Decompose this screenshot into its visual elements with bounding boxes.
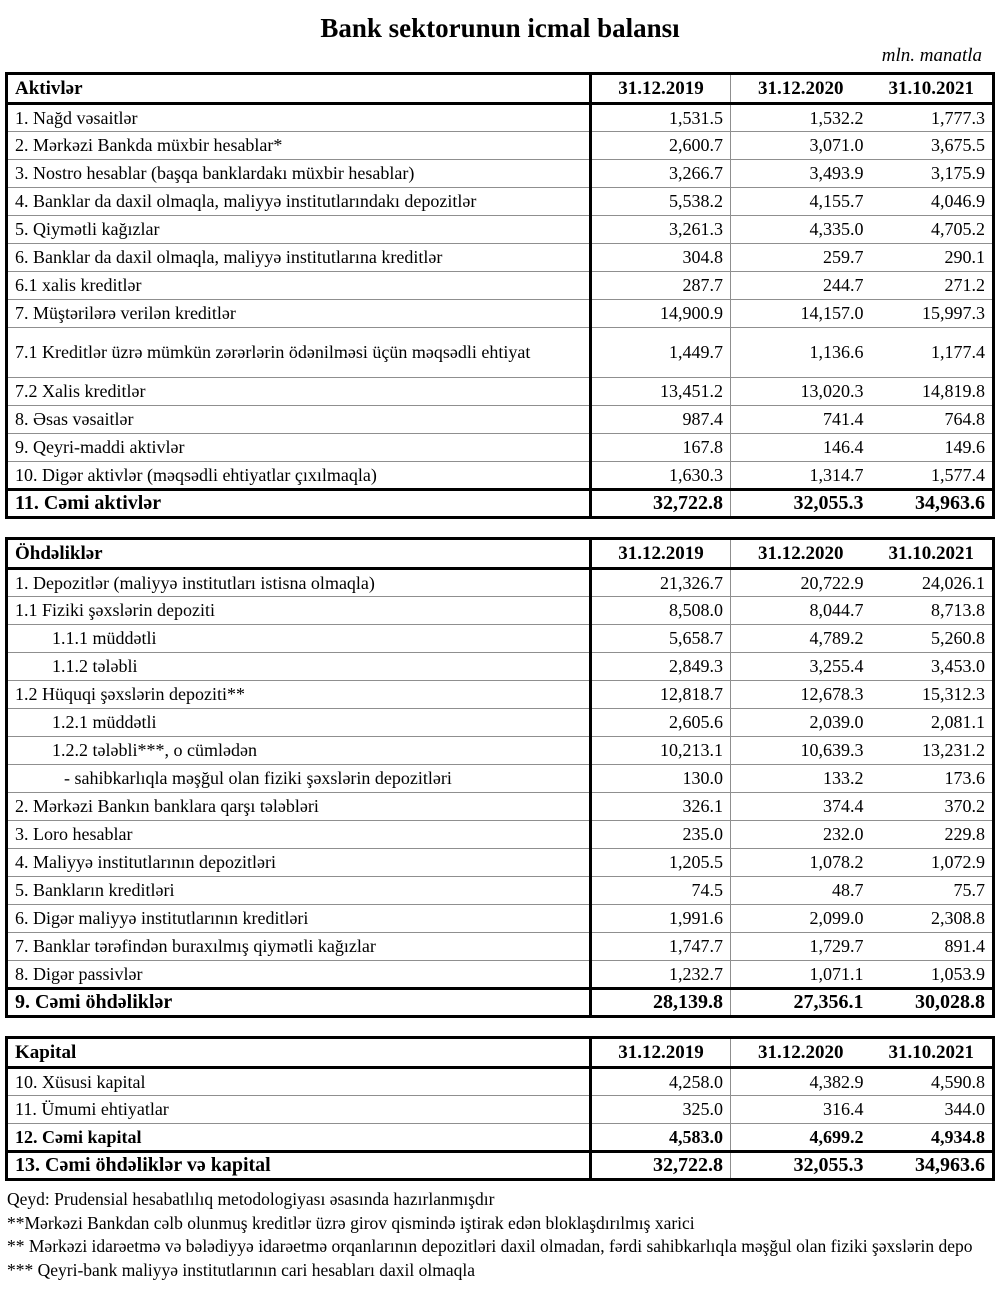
row-value: 27,356.1 xyxy=(731,989,871,1017)
row-value: 4,335.0 xyxy=(731,216,871,244)
table-row xyxy=(7,434,994,462)
column-header: 31.12.2019 xyxy=(591,1038,731,1068)
row-value: 987.4 xyxy=(591,406,731,434)
row-value: 32,722.8 xyxy=(591,490,731,518)
row-value: 1,630.3 xyxy=(591,462,731,490)
table-row xyxy=(7,681,994,709)
row-value: 3,675.5 xyxy=(871,132,994,160)
row-value: 1,729.7 xyxy=(731,933,871,961)
row-value: 13,451.2 xyxy=(591,378,731,406)
row-value: 4,934.8 xyxy=(871,1124,994,1152)
row-label: 3. Nostro hesablar (başqa banklardakı müxbir hesablar) xyxy=(7,160,591,188)
row-value: 1,136.6 xyxy=(731,328,871,378)
row-label: 7. Müştərilərə verilən kreditlər xyxy=(7,300,591,328)
row-value: 10,213.1 xyxy=(591,737,731,765)
row-label: 1. Depozitlər (maliyyə institutları istisna olmaqla) xyxy=(7,569,591,597)
table-row xyxy=(7,737,994,765)
row-value: 2,081.1 xyxy=(871,709,994,737)
row-value: 1,078.2 xyxy=(731,849,871,877)
row-value: 2,605.6 xyxy=(591,709,731,737)
section-title-cell: Öhdəliklər xyxy=(7,539,591,569)
row-value: 1,449.7 xyxy=(591,328,731,378)
row-label: 3. Loro hesablar xyxy=(7,821,591,849)
row-value: 1,747.7 xyxy=(591,933,731,961)
row-value: 130.0 xyxy=(591,765,731,793)
row-value: 1,777.3 xyxy=(871,104,994,132)
table-row xyxy=(7,961,994,989)
page-title: Bank sektorunun icmal balansı xyxy=(320,13,680,43)
table-row xyxy=(7,378,994,406)
column-header: 31.12.2019 xyxy=(591,539,731,569)
column-header: 31.12.2020 xyxy=(731,1038,871,1068)
row-value: 3,071.0 xyxy=(731,132,871,160)
row-value: 5,260.8 xyxy=(871,625,994,653)
row-value: 1,177.4 xyxy=(871,328,994,378)
row-label: 6. Banklar da daxil olmaqla, maliyyə institutlarına kreditlər xyxy=(7,244,591,272)
row-value: 10,639.3 xyxy=(731,737,871,765)
row-value: 5,538.2 xyxy=(591,188,731,216)
row-label: 1.2 Hüquqi şəxslərin depoziti** xyxy=(7,681,591,709)
row-value: 4,382.9 xyxy=(731,1068,871,1096)
row-label: - sahibkarlıqla məşğul olan fiziki şəxslərin depozitləri xyxy=(7,765,591,793)
row-value: 30,028.8 xyxy=(871,989,994,1017)
row-value: 32,055.3 xyxy=(731,490,871,518)
assets-table xyxy=(5,72,995,519)
row-value: 344.0 xyxy=(871,1096,994,1124)
row-value: 1,053.9 xyxy=(871,961,994,989)
row-label: 7.1 Kreditlər üzrə mümkün zərərlərin ödənilməsi üçün məqsədli ehtiyat xyxy=(7,328,591,378)
row-value: 173.6 xyxy=(871,765,994,793)
row-value: 133.2 xyxy=(731,765,871,793)
row-value: 74.5 xyxy=(591,877,731,905)
row-value: 48.7 xyxy=(731,877,871,905)
row-value: 15,312.3 xyxy=(871,681,994,709)
column-header: 31.12.2020 xyxy=(731,74,871,104)
row-value: 3,493.9 xyxy=(731,160,871,188)
row-label: 6. Digər maliyyə institutlarının kreditləri xyxy=(7,905,591,933)
section-title-cell: Aktivlər xyxy=(7,74,591,104)
row-value: 1,531.5 xyxy=(591,104,731,132)
row-value: 374.4 xyxy=(731,793,871,821)
row-value: 13,020.3 xyxy=(731,378,871,406)
header-row xyxy=(7,1038,994,1068)
row-value: 5,658.7 xyxy=(591,625,731,653)
row-value: 1,991.6 xyxy=(591,905,731,933)
capital-table xyxy=(5,1036,995,1181)
row-label: 10. Digər aktivlər (məqsədli ehtiyatlar çıxılmaqla) xyxy=(7,462,591,490)
row-value: 244.7 xyxy=(731,272,871,300)
table-row xyxy=(7,216,994,244)
table-row xyxy=(7,625,994,653)
row-value: 4,155.7 xyxy=(731,188,871,216)
row-value: 12,818.7 xyxy=(591,681,731,709)
row-value: 235.0 xyxy=(591,821,731,849)
section-title-cell: Kapital xyxy=(7,1038,591,1068)
row-value: 8,044.7 xyxy=(731,597,871,625)
table-row xyxy=(7,821,994,849)
row-value: 259.7 xyxy=(731,244,871,272)
row-value: 271.2 xyxy=(871,272,994,300)
row-label: 1.2.1 müddətli xyxy=(7,709,591,737)
header-row xyxy=(7,74,994,104)
row-label: 10. Xüsusi kapital xyxy=(7,1068,591,1096)
row-value: 3,266.7 xyxy=(591,160,731,188)
row-value: 304.8 xyxy=(591,244,731,272)
row-value: 1,314.7 xyxy=(731,462,871,490)
row-value: 4,590.8 xyxy=(871,1068,994,1096)
row-label: 8. Əsas vəsaitlər xyxy=(7,406,591,434)
row-label: 1.1 Fiziki şəxslərin depoziti xyxy=(7,597,591,625)
row-value: 8,713.8 xyxy=(871,597,994,625)
table-row xyxy=(7,653,994,681)
row-value: 2,600.7 xyxy=(591,132,731,160)
row-value: 3,175.9 xyxy=(871,160,994,188)
row-value: 287.7 xyxy=(591,272,731,300)
column-header: 31.10.2021 xyxy=(871,1038,994,1068)
table-row xyxy=(7,132,994,160)
row-value: 75.7 xyxy=(871,877,994,905)
row-value: 370.2 xyxy=(871,793,994,821)
row-value: 24,026.1 xyxy=(871,569,994,597)
row-value: 229.8 xyxy=(871,821,994,849)
row-value: 3,255.4 xyxy=(731,653,871,681)
table-row xyxy=(7,462,994,490)
row-value: 4,046.9 xyxy=(871,188,994,216)
table-row xyxy=(7,793,994,821)
table-row xyxy=(7,328,994,378)
row-label: 7.2 Xalis kreditlər xyxy=(7,378,591,406)
row-value: 2,308.8 xyxy=(871,905,994,933)
row-label: 4. Banklar da daxil olmaqla, maliyyə institutlarındakı depozitlər xyxy=(7,188,591,216)
table-row xyxy=(7,597,994,625)
row-value: 2,039.0 xyxy=(731,709,871,737)
row-value: 1,072.9 xyxy=(871,849,994,877)
row-label: 1.1.1 müddətli xyxy=(7,625,591,653)
row-value: 1,577.4 xyxy=(871,462,994,490)
row-value: 4,583.0 xyxy=(591,1124,731,1152)
row-value: 32,055.3 xyxy=(731,1152,871,1180)
table-row xyxy=(7,569,994,597)
table-row xyxy=(7,989,994,1017)
row-label: 1.2.2 tələbli***, o cümlədən xyxy=(7,737,591,765)
footnote-note: Qeyd: Prudensial hesabatlılıq metodologiyası əsasında hazırlanmışdır xyxy=(7,1189,495,1209)
row-value: 12,678.3 xyxy=(731,681,871,709)
row-value: 146.4 xyxy=(731,434,871,462)
row-value: 1,071.1 xyxy=(731,961,871,989)
row-value: 1,232.7 xyxy=(591,961,731,989)
row-value: 149.6 xyxy=(871,434,994,462)
table-row xyxy=(7,490,994,518)
row-value: 20,722.9 xyxy=(731,569,871,597)
footnote-2: ** Mərkəzi idarəetmə və bələdiyyə idarəetmə orqanlarının depozitləri daxil olmadan, fərdi sahibkarlıqla məşğul olan fiziki şəxslərin depo xyxy=(7,1236,973,1256)
liabilities-table xyxy=(5,537,995,1018)
table-row xyxy=(7,1096,994,1124)
row-label: 9. Cəmi öhdəliklər xyxy=(7,989,591,1017)
column-header: 31.10.2021 xyxy=(871,74,994,104)
row-label: 8. Digər passivlər xyxy=(7,961,591,989)
row-value: 325.0 xyxy=(591,1096,731,1124)
row-value: 3,453.0 xyxy=(871,653,994,681)
row-value: 232.0 xyxy=(731,821,871,849)
row-label: 2. Mərkəzi Bankda müxbir hesablar* xyxy=(7,132,591,160)
row-label: 1.1.2 tələbli xyxy=(7,653,591,681)
row-label: 5. Bankların kreditləri xyxy=(7,877,591,905)
table-row xyxy=(7,849,994,877)
table-row xyxy=(7,160,994,188)
row-value: 14,900.9 xyxy=(591,300,731,328)
row-value: 14,819.8 xyxy=(871,378,994,406)
row-value: 1,205.5 xyxy=(591,849,731,877)
row-value: 167.8 xyxy=(591,434,731,462)
row-label: 12. Cəmi kapital xyxy=(7,1124,591,1152)
row-label: 2. Mərkəzi Bankın banklara qarşı tələbləri xyxy=(7,793,591,821)
row-label: 4. Maliyyə institutlarının depozitləri xyxy=(7,849,591,877)
row-value: 21,326.7 xyxy=(591,569,731,597)
row-value: 3,261.3 xyxy=(591,216,731,244)
table-row xyxy=(7,272,994,300)
row-value: 891.4 xyxy=(871,933,994,961)
row-label: 7. Banklar tərəfindən buraxılmış qiymətli kağızlar xyxy=(7,933,591,961)
row-value: 13,231.2 xyxy=(871,737,994,765)
row-value: 8,508.0 xyxy=(591,597,731,625)
row-value: 32,722.8 xyxy=(591,1152,731,1180)
table-row xyxy=(7,709,994,737)
row-value: 764.8 xyxy=(871,406,994,434)
row-value: 34,963.6 xyxy=(871,490,994,518)
column-header: 31.10.2021 xyxy=(871,539,994,569)
table-row xyxy=(7,877,994,905)
row-value: 4,789.2 xyxy=(731,625,871,653)
table-row xyxy=(7,244,994,272)
footnotes xyxy=(7,1188,1000,1282)
row-label: 9. Qeyri-maddi aktivlər xyxy=(7,434,591,462)
table-row xyxy=(7,188,994,216)
table-row xyxy=(7,300,994,328)
table-row xyxy=(7,1124,994,1152)
row-value: 34,963.6 xyxy=(871,1152,994,1180)
row-value: 28,139.8 xyxy=(591,989,731,1017)
table-row xyxy=(7,765,994,793)
row-value: 1,532.2 xyxy=(731,104,871,132)
row-value: 326.1 xyxy=(591,793,731,821)
table-row xyxy=(7,104,994,132)
row-value: 2,849.3 xyxy=(591,653,731,681)
row-label: 11. Ümumi ehtiyatlar xyxy=(7,1096,591,1124)
row-label: 5. Qiymətli kağızlar xyxy=(7,216,591,244)
header-row xyxy=(7,539,994,569)
row-value: 14,157.0 xyxy=(731,300,871,328)
row-value: 4,699.2 xyxy=(731,1124,871,1152)
unit-label: mln. manatla xyxy=(881,45,982,66)
footnote-1: **Mərkəzi Bankdan cəlb olunmuş kreditlər üzrə girov qismində iştirak edən bloklaşdırılmış xarici xyxy=(7,1212,695,1233)
footnote-3: *** Qeyri-bank maliyyə institutlarının cari hesabları daxil olmaqla xyxy=(7,1259,475,1280)
row-label: 11. Cəmi aktivlər xyxy=(7,490,591,518)
column-header: 31.12.2019 xyxy=(591,74,731,104)
row-value: 316.4 xyxy=(731,1096,871,1124)
row-value: 2,099.0 xyxy=(731,905,871,933)
row-value: 290.1 xyxy=(871,244,994,272)
row-label: 6.1 xalis kreditlər xyxy=(7,272,591,300)
row-label: 1. Nağd vəsaitlər xyxy=(7,104,591,132)
row-value: 4,705.2 xyxy=(871,216,994,244)
column-header: 31.12.2020 xyxy=(731,539,871,569)
table-row xyxy=(7,406,994,434)
row-value: 15,997.3 xyxy=(871,300,994,328)
table-row xyxy=(7,905,994,933)
table-row xyxy=(7,1152,994,1180)
row-value: 4,258.0 xyxy=(591,1068,731,1096)
table-row xyxy=(7,1068,994,1096)
row-value: 741.4 xyxy=(731,406,871,434)
table-row xyxy=(7,933,994,961)
row-label: 13. Cəmi öhdəliklər və kapital xyxy=(7,1152,591,1180)
